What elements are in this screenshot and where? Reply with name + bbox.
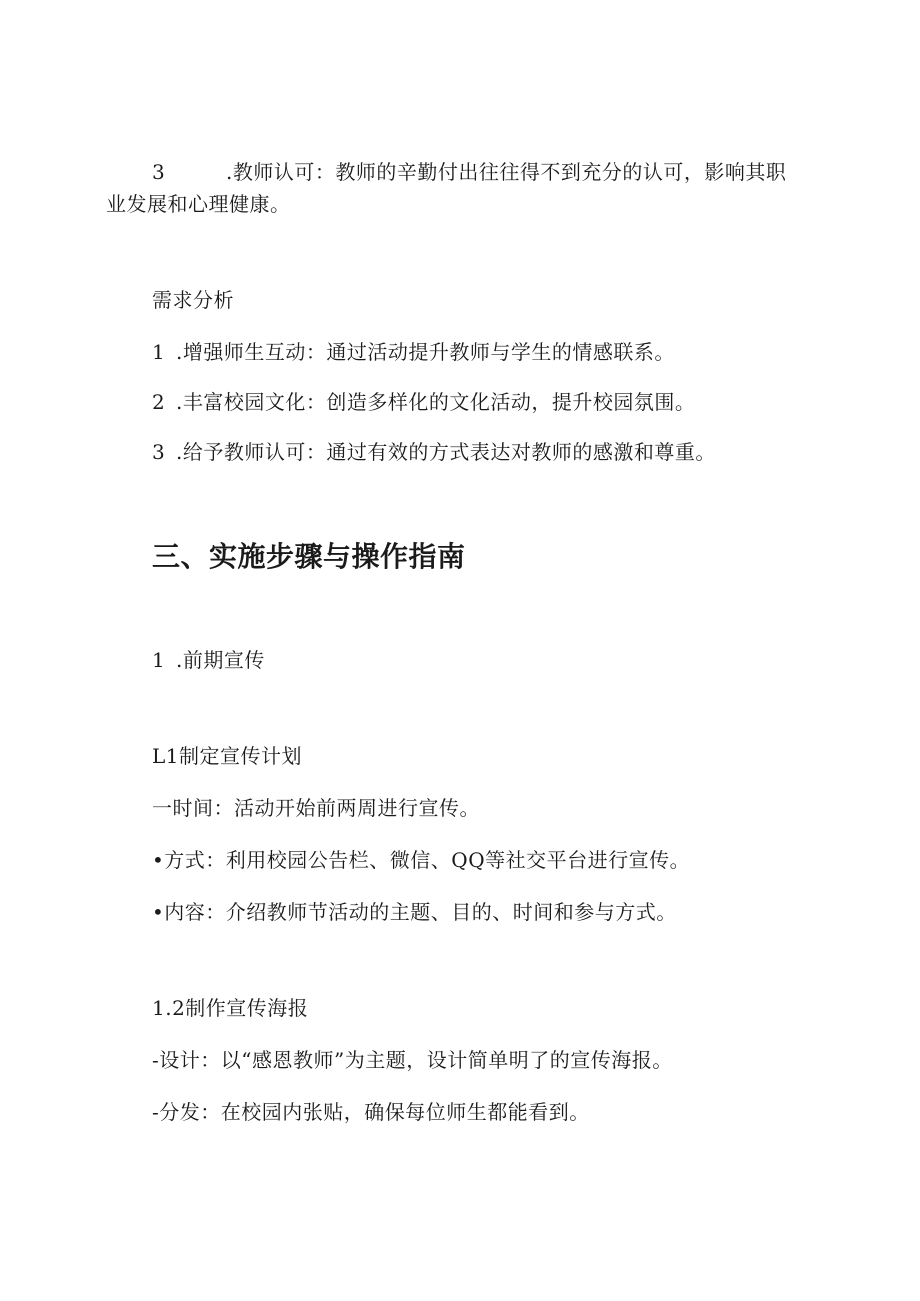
section-3-heading: 三、实施步骤与操作指南 bbox=[152, 540, 466, 573]
sub-1-1-item: 一时间：活动开始前两周进行宣传。 bbox=[152, 796, 480, 820]
list-number: 2 bbox=[152, 390, 166, 414]
list-text: .前期宣传 bbox=[176, 648, 265, 672]
intro-item-3-continuation: 业发展和心理健康。 bbox=[106, 192, 291, 216]
step-1-title bbox=[152, 646, 265, 674]
sub-1-2-item: -分发：在校园内张贴，确保每位师生都能看到。 bbox=[152, 1100, 590, 1124]
sub-1-1-item: •内容：介绍教师节活动的主题、目的、时间和参与方式。 bbox=[152, 900, 677, 924]
needs-item-3 bbox=[152, 438, 716, 466]
sub-1-2-title: 1.2制作宣传海报 bbox=[152, 996, 309, 1020]
intro-item-3 bbox=[152, 158, 786, 186]
needs-item-2 bbox=[152, 388, 695, 416]
list-text: .教师认可：教师的辛勤付出往往得不到充分的认可，影响其职 bbox=[226, 160, 787, 184]
needs-analysis-title: 需求分析 bbox=[152, 288, 234, 312]
list-number: 3 bbox=[152, 160, 166, 184]
list-text: .丰富校园文化：创造多样化的文化活动，提升校园氛围。 bbox=[176, 390, 696, 414]
sub-1-2-item: -设计：以“感恩教师”为主题，设计简单明了的宣传海报。 bbox=[152, 1048, 673, 1072]
list-number: 3 bbox=[152, 440, 166, 464]
sub-1-1-title: L1制定宣传计划 bbox=[152, 744, 303, 768]
list-text: .给予教师认可：通过有效的方式表达对教师的感激和尊重。 bbox=[176, 440, 716, 464]
list-number: 1 bbox=[152, 648, 166, 672]
sub-1-1-item: •方式：利用校园公告栏、微信、QQ等社交平台进行宣传。 bbox=[152, 848, 691, 872]
list-text: .增强师生互动：通过活动提升教师与学生的情感联系。 bbox=[176, 340, 675, 364]
list-number: 1 bbox=[152, 340, 166, 364]
needs-item-1 bbox=[152, 338, 675, 366]
